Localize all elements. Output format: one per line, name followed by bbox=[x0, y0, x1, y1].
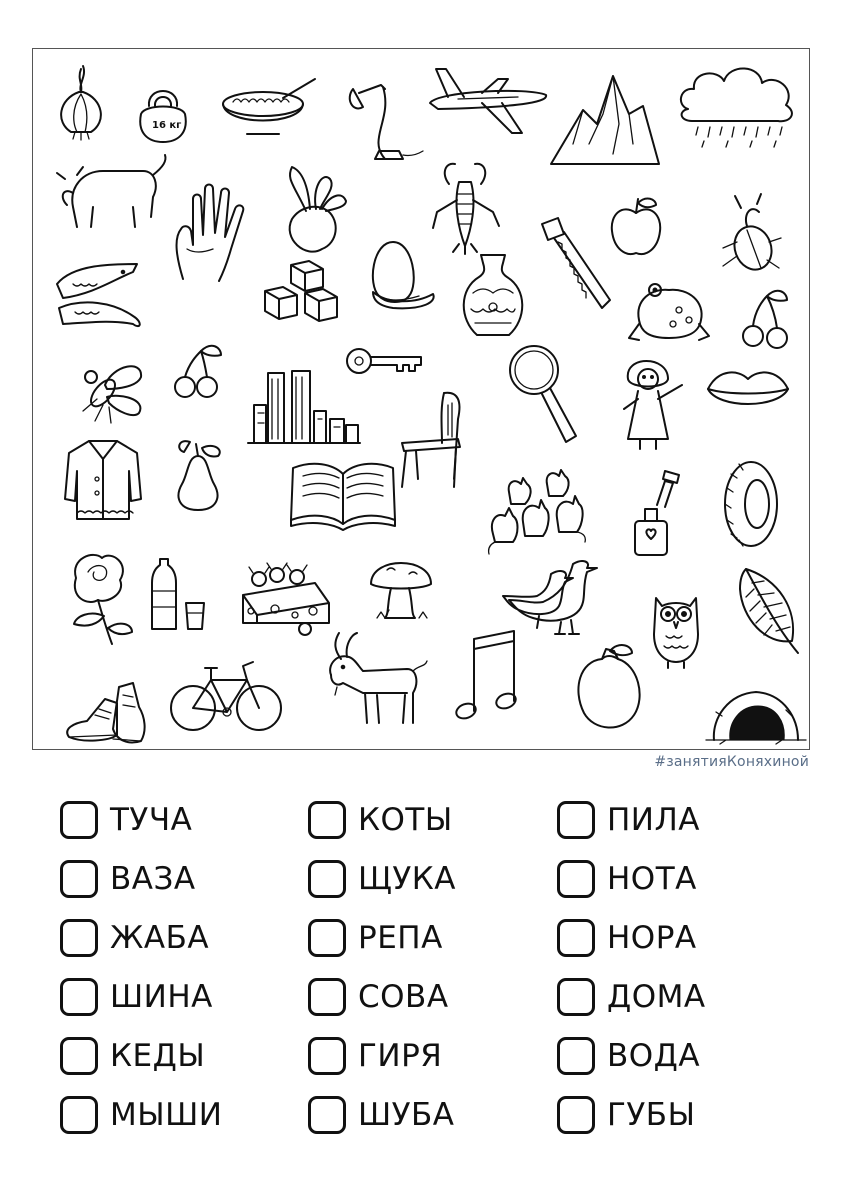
desk-lamp-icon bbox=[350, 85, 423, 159]
word-row bbox=[557, 849, 797, 908]
goat-icon bbox=[330, 633, 427, 723]
rose-icon bbox=[74, 555, 132, 644]
burrow-icon bbox=[706, 692, 806, 744]
geese-icon bbox=[503, 561, 597, 634]
pike-fish-icon bbox=[57, 264, 140, 326]
word-checkbox[interactable] bbox=[557, 1096, 595, 1134]
beet-icon bbox=[290, 167, 346, 252]
word-checkbox[interactable] bbox=[308, 801, 346, 839]
word-label: КЕДЫ bbox=[110, 1037, 206, 1074]
word-checkbox[interactable] bbox=[308, 1037, 346, 1075]
egg-icon bbox=[373, 242, 434, 308]
word-row bbox=[308, 790, 548, 849]
word-checkbox[interactable] bbox=[308, 919, 346, 957]
owl-icon bbox=[654, 598, 698, 668]
word-row bbox=[60, 967, 300, 1026]
cats-icon bbox=[489, 470, 586, 554]
mountain-icon bbox=[551, 76, 659, 164]
word-checkbox[interactable] bbox=[557, 1037, 595, 1075]
book-icon bbox=[291, 464, 395, 530]
word-column-3 bbox=[557, 790, 797, 1144]
lemon-icon bbox=[578, 645, 639, 727]
word-label: ВОДА bbox=[607, 1037, 701, 1074]
saw-icon bbox=[542, 218, 610, 308]
chair-icon bbox=[402, 393, 460, 487]
bicycle-icon bbox=[171, 662, 281, 730]
word-row bbox=[308, 967, 548, 1026]
word-label: ПИЛА bbox=[607, 801, 701, 838]
word-row bbox=[557, 1026, 797, 1085]
word-row bbox=[60, 1085, 300, 1144]
fur-coat-icon bbox=[65, 441, 141, 519]
word-row bbox=[308, 1026, 548, 1085]
kettlebell-weight-label: 16 кг bbox=[152, 120, 182, 131]
lips-icon bbox=[708, 372, 788, 404]
sugar-cubes-icon bbox=[265, 261, 337, 321]
crayfish-icon bbox=[433, 164, 499, 254]
word-label: РЕПА bbox=[358, 919, 443, 956]
apple-icon bbox=[612, 199, 660, 254]
word-row bbox=[557, 1085, 797, 1144]
word-label: МЫШИ bbox=[110, 1096, 223, 1133]
word-row bbox=[60, 908, 300, 967]
airplane-icon bbox=[430, 69, 546, 133]
beetle-icon bbox=[723, 194, 781, 275]
fly-icon bbox=[83, 366, 141, 423]
word-checkbox[interactable] bbox=[557, 860, 595, 898]
word-checkbox[interactable] bbox=[60, 1037, 98, 1075]
picture-frame bbox=[32, 48, 810, 750]
word-row bbox=[308, 908, 548, 967]
word-row bbox=[60, 849, 300, 908]
word-row bbox=[557, 790, 797, 849]
onion-icon bbox=[61, 66, 101, 140]
pear-icon bbox=[179, 441, 220, 510]
word-row bbox=[60, 790, 300, 849]
word-row bbox=[308, 849, 548, 908]
frog-icon bbox=[629, 284, 709, 340]
word-label: ГУБЫ bbox=[607, 1096, 696, 1133]
girl-icon bbox=[624, 361, 682, 449]
water-bottles-icon bbox=[152, 559, 204, 629]
word-checkbox[interactable] bbox=[308, 860, 346, 898]
word-column-2 bbox=[308, 790, 548, 1144]
music-note-icon bbox=[454, 631, 518, 721]
cherry-icon bbox=[743, 291, 787, 348]
word-checkbox[interactable] bbox=[60, 978, 98, 1016]
rain-cloud-icon bbox=[681, 68, 792, 147]
mushroom-icon bbox=[371, 563, 431, 618]
word-label: НОРА bbox=[607, 919, 697, 956]
porridge-bowl-icon bbox=[223, 79, 315, 134]
word-checkbox[interactable] bbox=[60, 1096, 98, 1134]
author-hashtag: #занятияКоняхиной bbox=[654, 754, 809, 770]
word-label: ТУЧА bbox=[110, 801, 193, 838]
leaf-icon bbox=[740, 569, 798, 653]
mice-cheese-icon bbox=[243, 563, 329, 635]
word-checkbox[interactable] bbox=[60, 860, 98, 898]
word-label: ШИНА bbox=[110, 978, 213, 1015]
word-label: ЩУКА bbox=[358, 860, 457, 897]
word-checkbox[interactable] bbox=[557, 978, 595, 1016]
cherry-icon bbox=[175, 346, 221, 397]
sneakers-icon bbox=[67, 683, 144, 743]
bull-icon bbox=[57, 155, 166, 227]
word-row bbox=[557, 908, 797, 967]
word-row bbox=[308, 1085, 548, 1144]
word-checkbox[interactable] bbox=[308, 978, 346, 1016]
word-label: КОТЫ bbox=[358, 801, 453, 838]
key-icon bbox=[347, 349, 421, 373]
word-row bbox=[557, 967, 797, 1026]
word-checkbox[interactable] bbox=[557, 801, 595, 839]
word-checkbox[interactable] bbox=[60, 801, 98, 839]
city-buildings-icon bbox=[248, 371, 360, 443]
nail-polish-icon bbox=[635, 471, 679, 555]
word-row bbox=[60, 1026, 300, 1085]
tire-icon bbox=[725, 462, 777, 546]
hand-icon bbox=[177, 185, 244, 282]
word-checkbox[interactable] bbox=[308, 1096, 346, 1134]
word-label: ГИРЯ bbox=[358, 1037, 443, 1074]
word-label: ШУБА bbox=[358, 1096, 455, 1133]
word-column-1 bbox=[60, 790, 300, 1144]
word-label: ВАЗА bbox=[110, 860, 196, 897]
word-label: ДОМА bbox=[607, 978, 706, 1015]
kettlebell-icon bbox=[140, 91, 186, 142]
magnifier-icon bbox=[510, 346, 576, 442]
word-label: ЖАБА bbox=[110, 919, 210, 956]
word-checkbox[interactable] bbox=[60, 919, 98, 957]
word-label: НОТА bbox=[607, 860, 697, 897]
word-label: СОВА bbox=[358, 978, 449, 1015]
vase-icon bbox=[464, 255, 523, 335]
word-checkbox[interactable] bbox=[557, 919, 595, 957]
